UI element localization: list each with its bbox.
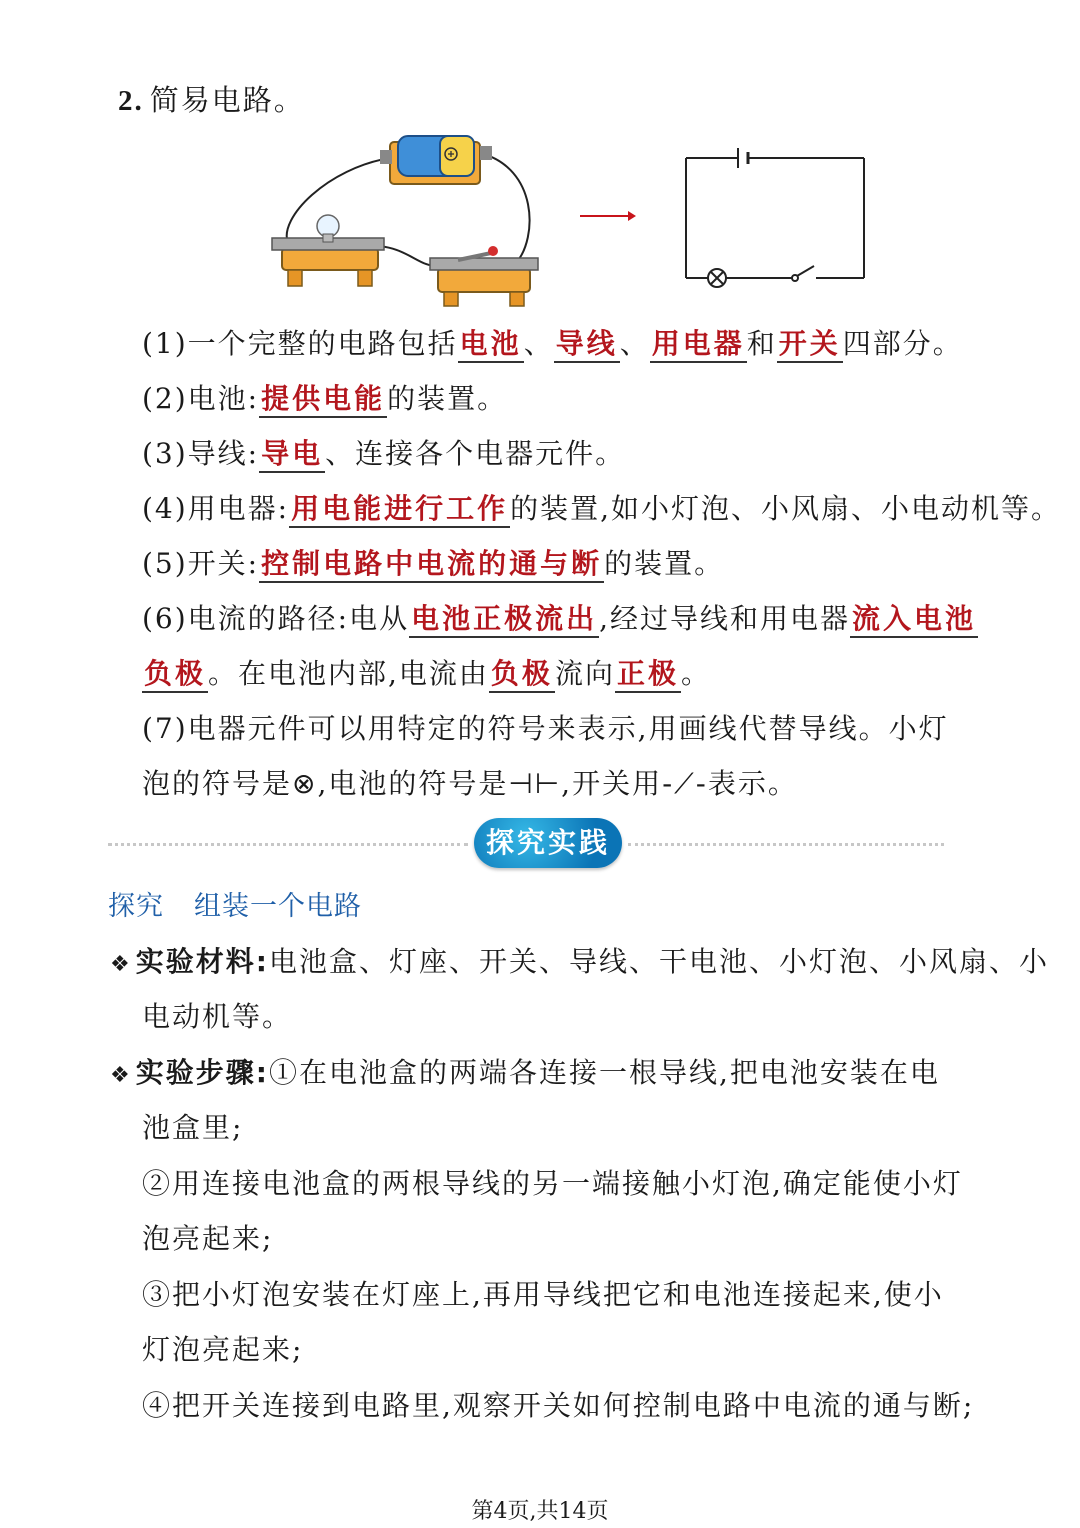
step-text: 泡亮起来; bbox=[142, 1222, 274, 1255]
divider-left bbox=[108, 843, 468, 846]
blank-answer: 电池 bbox=[458, 327, 524, 363]
point-1-prefix: (1)一个完整的电路包括 bbox=[142, 327, 458, 360]
steps-line-2 bbox=[142, 1108, 992, 1148]
blank-answer: 提供电能 bbox=[259, 382, 387, 418]
point-7-text: ,开关用 bbox=[561, 767, 663, 800]
materials-line-1 bbox=[110, 942, 1049, 985]
point-7-text: 泡的符号是 bbox=[142, 767, 293, 800]
point-4-prefix: (4)用电器: bbox=[142, 492, 290, 525]
point-2-prefix: (2)电池: bbox=[142, 382, 260, 415]
point-5 bbox=[142, 544, 992, 584]
blank-answer: 正极 bbox=[615, 657, 681, 693]
steps-line-3 bbox=[142, 1164, 992, 1204]
steps-line-1 bbox=[110, 1053, 992, 1096]
step-text: ③把小灯泡安装在灯座上,再用导线把它和电池连接起来,使小 bbox=[142, 1278, 944, 1311]
blank-answer: 电池正极流出 bbox=[409, 602, 599, 638]
steps-line-5 bbox=[142, 1275, 992, 1315]
step-text: 灯泡亮起来; bbox=[142, 1333, 304, 1366]
steps-line-6 bbox=[142, 1330, 992, 1370]
battery-illustration bbox=[380, 136, 492, 184]
bulb-symbol-icon: ⊗ bbox=[292, 767, 318, 800]
blank-answer: 流入电池 bbox=[850, 602, 978, 638]
section-number: 2. bbox=[118, 85, 144, 117]
point-3 bbox=[142, 434, 992, 474]
arrow-head-icon bbox=[628, 211, 636, 221]
point-7-line-2 bbox=[142, 764, 992, 804]
separator: 、 bbox=[619, 327, 650, 360]
blank-answer: 控制电路中电流的通与断 bbox=[259, 547, 604, 583]
point-6-mid: ,经过导线和用电器 bbox=[599, 602, 851, 635]
steps-line-4 bbox=[142, 1219, 992, 1259]
point-1 bbox=[142, 324, 992, 364]
switch-symbol-icon: -⟋- bbox=[662, 767, 708, 800]
blank-answer: 导电 bbox=[259, 437, 325, 473]
point-7-text: 表示。 bbox=[707, 767, 798, 800]
point-2 bbox=[142, 379, 992, 419]
step-text: 池盒里; bbox=[142, 1111, 244, 1144]
point-6-line-1 bbox=[142, 599, 992, 639]
point-4 bbox=[142, 489, 1062, 529]
point-4-suffix: 的装置,如小灯泡、小风扇、小电动机等。 bbox=[510, 492, 1062, 525]
steps-label: 实验步骤: bbox=[135, 1056, 269, 1089]
materials-text: 电动机等。 bbox=[142, 1000, 293, 1033]
point-3-suffix: 、连接各个电器元件。 bbox=[325, 437, 626, 470]
blank-answer: 用电器 bbox=[650, 327, 747, 363]
point-3-prefix: (3)导线: bbox=[142, 437, 260, 470]
illustration-wire-right bbox=[480, 153, 530, 263]
inquiry-heading: 组装一个电路 bbox=[194, 891, 362, 922]
divider-right bbox=[628, 843, 944, 846]
blank-answer: 负极 bbox=[142, 657, 208, 693]
point-6-suffix: 。 bbox=[680, 657, 711, 690]
separator: 、 bbox=[523, 327, 554, 360]
inquiry-label: 探究 bbox=[108, 891, 164, 922]
step-text: ①在电池盒的两端各连接一根导线,把电池安装在电 bbox=[268, 1056, 940, 1089]
materials-line-2 bbox=[142, 997, 992, 1037]
separator: 和 bbox=[746, 327, 777, 360]
blank-answer: 负极 bbox=[489, 657, 555, 693]
point-6-line-2 bbox=[142, 654, 992, 694]
blank-answer: 开关 bbox=[777, 327, 843, 363]
blank-answer: 导线 bbox=[554, 327, 620, 363]
point-2-suffix: 的装置。 bbox=[387, 382, 508, 415]
section-title-text: 简易电路。 bbox=[149, 83, 305, 117]
point-7-text: ,电池的符号是 bbox=[317, 767, 509, 800]
point-5-suffix: 的装置。 bbox=[604, 547, 725, 580]
point-6-prefix: (6)电流的路径:电从 bbox=[142, 602, 410, 635]
point-6-mid2: 。在电池内部,电流由 bbox=[208, 657, 489, 690]
switch-knob-icon bbox=[488, 246, 498, 256]
bullet-icon: ❖ bbox=[110, 952, 132, 977]
materials-text: 电池盒、灯座、开关、导线、干电池、小灯泡、小风扇、小 bbox=[268, 945, 1049, 978]
inquiry-title bbox=[108, 884, 362, 923]
battery-symbol-icon: ⊣⊢ bbox=[508, 767, 562, 800]
point-5-prefix: (5)开关: bbox=[142, 547, 260, 580]
inquiry-practice-badge: 探究实践 bbox=[474, 818, 622, 868]
point-7-text: (7)电器元件可以用特定的符号来表示,用画线代替导线。小灯 bbox=[142, 712, 949, 745]
blank-answer: 用电能进行工作 bbox=[289, 492, 510, 528]
page-footer: 第4页,共14页 bbox=[471, 1499, 609, 1524]
steps-line-7 bbox=[142, 1386, 992, 1426]
point-1-suffix: 四部分。 bbox=[842, 327, 963, 360]
section-title bbox=[118, 78, 305, 119]
circuit-schematic bbox=[686, 148, 864, 287]
step-text: ②用连接电池盒的两根导线的另一端接触小灯泡,确定能使小灯 bbox=[142, 1167, 963, 1200]
step-text: ④把开关连接到电路里,观察开关如何控制电路中电流的通与断; bbox=[142, 1389, 975, 1422]
materials-label: 实验材料: bbox=[135, 945, 269, 978]
bullet-icon: ❖ bbox=[110, 1063, 132, 1088]
point-6-mid3: 流向 bbox=[554, 657, 615, 690]
point-7-line-1 bbox=[142, 709, 992, 749]
circuit-figure bbox=[268, 128, 878, 308]
